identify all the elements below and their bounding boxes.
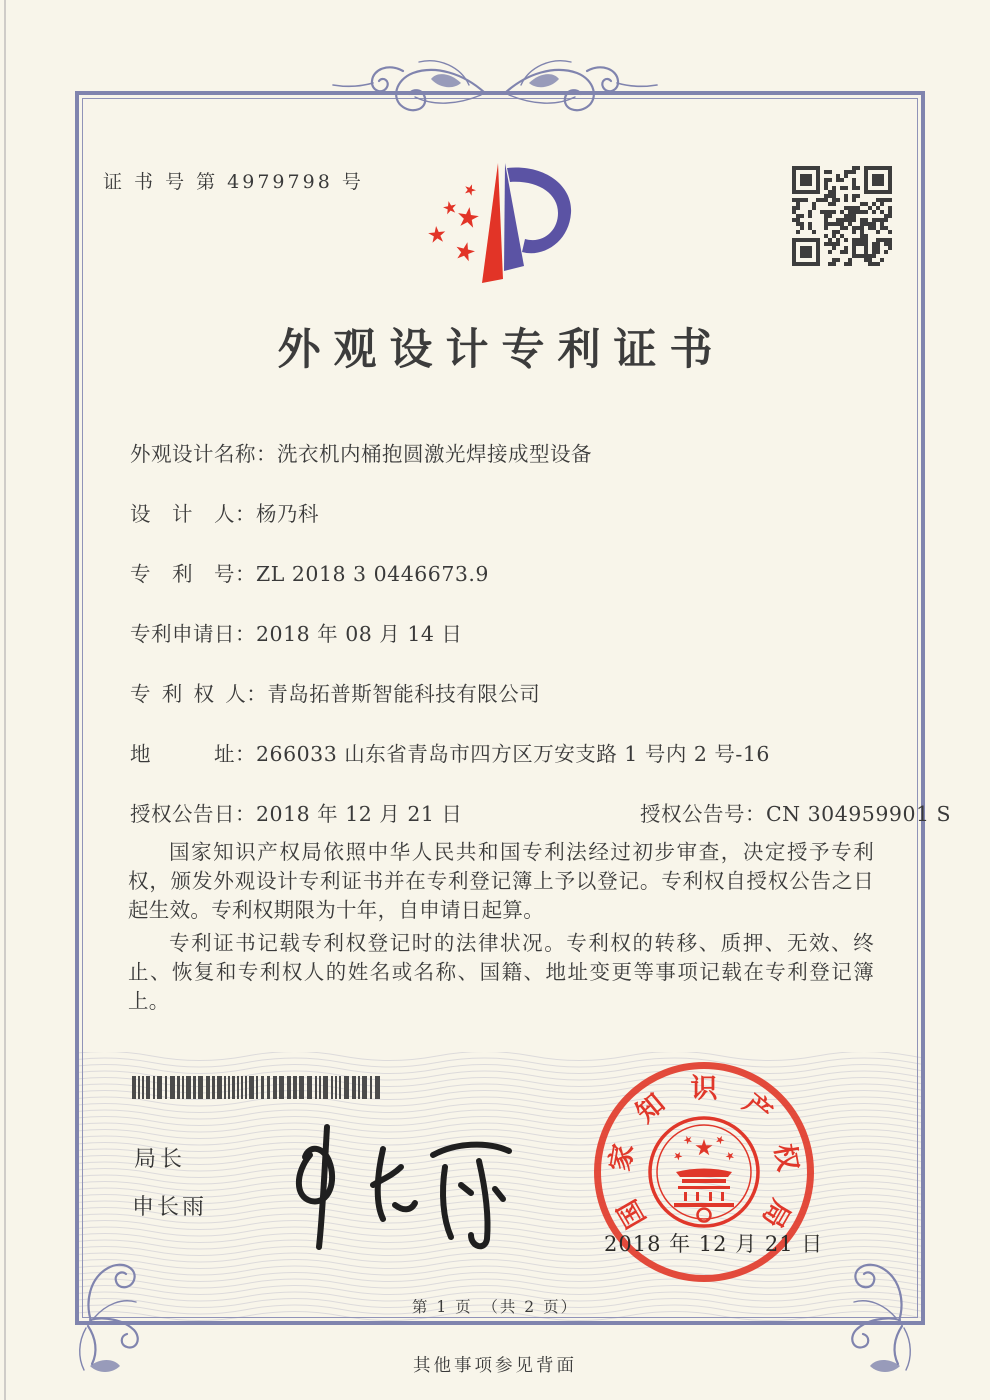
certificate-title: 外观设计专利证书 xyxy=(277,325,726,375)
field-address xyxy=(130,737,770,767)
field-value: 青岛拓普斯智能科技有限公司 xyxy=(267,682,541,706)
field-value: 杨乃科 xyxy=(256,502,319,526)
field-label: 专利申请日： xyxy=(130,622,256,646)
field-value: 2018 年 12 月 21 日 xyxy=(256,802,463,826)
director-title-label: 局长 xyxy=(134,1147,187,1172)
director-signature-icon xyxy=(265,1115,520,1255)
field-label: 授权公告号： xyxy=(640,802,766,826)
field-patentee xyxy=(130,677,540,707)
legal-paragraph-grant: 国家知识产权局依照中华人民共和国专利法经过初步审查，决定授予专利权，颁发外观设计专利证书并在专利登记簿上予以登记。专利权自授权公告之日起生效。专利权期限为十年，自申请日起算。 xyxy=(128,840,874,922)
field-label: 设 计 人： xyxy=(130,502,256,526)
field-value: 2018 年 08 月 14 日 xyxy=(256,622,463,646)
seal-ring-char: 知 xyxy=(630,1087,671,1129)
field-designer xyxy=(130,497,319,527)
field-grant-date xyxy=(130,797,952,827)
field-filing-date xyxy=(130,617,462,647)
field-patent-number xyxy=(130,557,489,587)
seal-ring-char: 家 xyxy=(604,1141,640,1174)
field-value: ZL 2018 3 0446673.9 xyxy=(256,562,489,586)
field-label: 授权公告日： xyxy=(130,802,256,826)
seal-ring-char: 局 xyxy=(755,1194,797,1233)
legal-text-block xyxy=(128,838,874,1016)
seal-ring-char: 国 xyxy=(611,1194,653,1233)
field-design-name xyxy=(130,437,592,467)
field-value: CN 304959901 S xyxy=(766,802,952,826)
field-label: 外观设计名称： xyxy=(130,442,277,466)
seal-ring-char: 识 xyxy=(690,1073,718,1105)
certificate-number: 证 书 号 第 4979798 号 xyxy=(103,171,364,193)
page-number: 第 1 页 （共 2 页） xyxy=(411,1298,579,1316)
field-value: 洗衣机内桶抱圆激光焊接成型设备 xyxy=(277,442,592,466)
field-value: 266033 山东省青岛市四方区万安支路 1 号内 2 号-16 xyxy=(256,742,770,766)
cnipa-logo-icon xyxy=(425,158,575,288)
legal-paragraph-register: 专利证书记载专利权登记时的法律状况。专利权的转移、质押、无效、终止、恢复和专利权人的姓名或名称、国籍、地址变更等事项记载在专利登记簿上。 xyxy=(128,931,874,1013)
field-label: 地 址： xyxy=(130,742,256,766)
field-label: 专 利 权 人： xyxy=(130,682,268,706)
national-emblem-icon xyxy=(644,1112,764,1232)
field-label: 专 利 号： xyxy=(130,562,256,586)
director-name: 申长雨 xyxy=(132,1195,208,1220)
qr-code-icon xyxy=(792,166,892,266)
seal-ring-char: 产 xyxy=(737,1087,778,1129)
back-side-note: 其他事项参见背面 xyxy=(413,1356,577,1376)
seal-ring-char: 权 xyxy=(768,1141,804,1174)
scan-edge-line xyxy=(4,0,6,1400)
field-grant-number xyxy=(640,797,951,827)
seal-date: 2018 年 12 月 21 日 xyxy=(604,1232,824,1256)
barcode xyxy=(130,1076,388,1100)
